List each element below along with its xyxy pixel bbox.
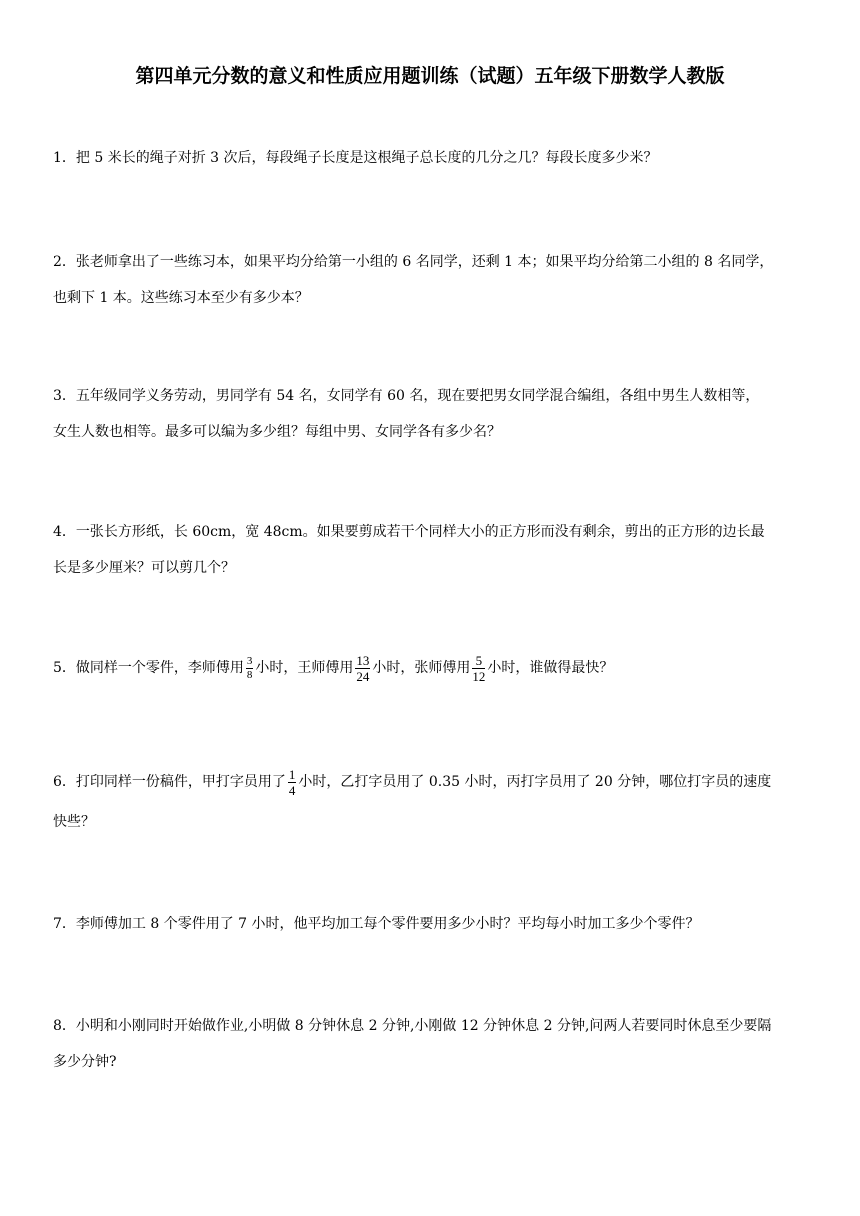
question-2	[53, 244, 813, 316]
fraction-denominator: 24	[356, 668, 370, 684]
question-6-text-2: 小时，乙打字员用了 0.35 小时，丙打字员用了 20 分钟，哪位打字员的速度	[298, 774, 772, 790]
fraction-3-8	[246, 656, 254, 681]
question-5	[53, 650, 813, 686]
question-3	[53, 378, 813, 450]
question-1-line-1: 1．把 5 米长的绳子对折 3 次后，每段绳子长度是这根绳子总长度的几分之几？每段长度多少米？	[53, 150, 658, 166]
fraction-denominator: 4	[288, 782, 296, 798]
fraction-denominator: 12	[472, 668, 486, 684]
question-7	[53, 906, 813, 942]
question-8	[53, 1008, 813, 1080]
question-3-line-1: 3．五年级同学义务劳动，男同学有 54 名，女同学有 60 名，现在要把男女同学混合编组，各组中男生人数相等，	[53, 388, 760, 404]
fraction-numerator: 5	[472, 654, 485, 669]
question-6-line-2: 快些？	[53, 814, 95, 830]
question-1	[53, 140, 813, 176]
question-5-text-4: 小时，谁做得最快？	[487, 660, 614, 676]
fraction-denominator: 8	[246, 668, 253, 681]
fraction-numerator: 1	[288, 766, 296, 782]
fraction-5-12	[472, 654, 485, 683]
question-7-line-1: 7．李师傅加工 8 个零件用了 7 小时，他平均加工每个零件要用多少小时？平均每小时加工多少个零件？	[53, 916, 700, 932]
document-title: 第四单元分数的意义和性质应用题训练（试题）五年级下册数学人教版	[135, 65, 725, 87]
question-6-line-1	[53, 764, 813, 800]
fraction-numerator: 3	[246, 654, 253, 667]
question-8-line-2: 多少分钟?	[53, 1054, 117, 1070]
question-3-line-2: 女生人数也相等。最多可以编为多少组？每组中男、女同学各有多少名？	[53, 424, 501, 440]
question-5-text-1: 5．做同样一个零件，李师傅用	[53, 660, 244, 676]
question-6-text-1: 6．打印同样一份稿件，甲打字员用了	[53, 774, 286, 790]
question-4-line-1: 4．一张长方形纸，长 60cm，宽 48cm。如果要剪成若干个同样大小的正方形而没有剩余，剪出的正方形的边长最	[53, 524, 765, 540]
question-2-line-2: 也剩下 1 本。这些练习本至少有多少本？	[53, 290, 309, 306]
fraction-1-4	[288, 768, 297, 797]
question-4	[53, 514, 813, 586]
question-5-text-2: 小时，王师傅用	[255, 660, 354, 676]
question-6	[53, 764, 813, 840]
fraction-numerator: 13	[356, 652, 370, 668]
fraction-13-24	[355, 654, 370, 683]
question-8-line-1: 8．小明和小刚同时开始做作业,小明做 8 分钟休息 2 分钟,小刚做 12 分钟休息 2 分钟,问两人若要同时休息至少要隔	[53, 1018, 772, 1034]
question-2-line-1: 2．张老师拿出了一些练习本，如果平均分给第一小组的 6 名同学，还剩 1 本；如果平均分给第二小组的 8 名同学，	[53, 254, 774, 270]
question-5-line-1	[53, 650, 813, 686]
question-4-line-2: 长是多少厘米？可以剪几个？	[53, 560, 235, 576]
question-5-text-3: 小时，张师傅用	[372, 660, 471, 676]
